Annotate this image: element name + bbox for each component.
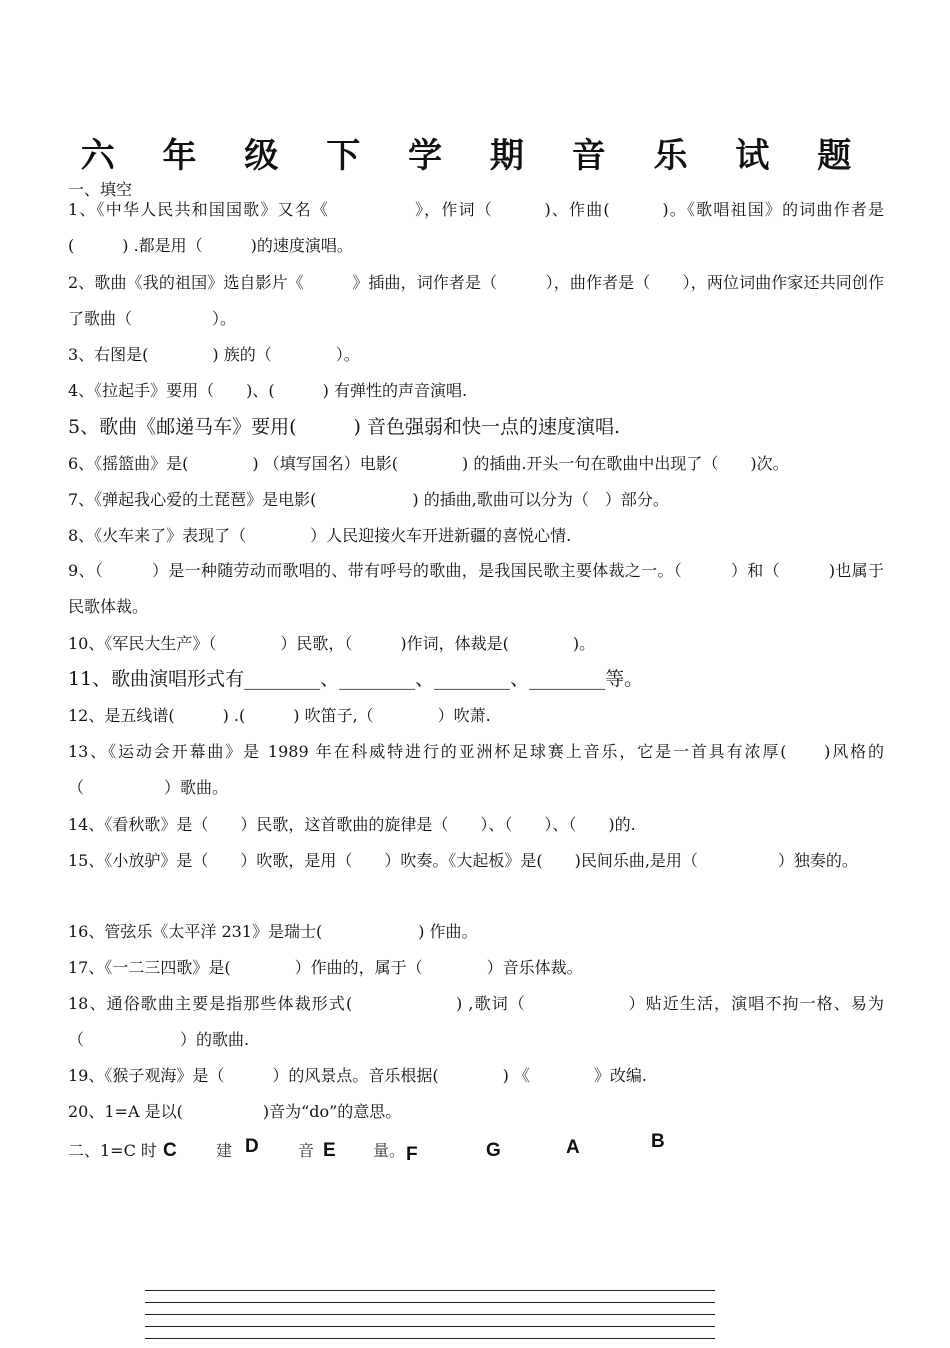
staff-line xyxy=(145,1326,715,1327)
text-fragment: 量。 xyxy=(373,1141,406,1160)
question-6: 6、《摇篮曲》是( ) （填写国名）电影( ) 的插曲.开头一句在歌曲中出现了（ )次。 xyxy=(68,454,789,473)
note-label: A xyxy=(566,1137,580,1158)
question-9: 9、（ ）是一种随劳动而歌唱的、带有呼号的歌曲，是我国民歌主要体裁之一。（ ）和（ )也属于民歌体裁。 xyxy=(68,561,884,616)
page-title: 六 年 级 下 学 期 音 乐 试 题 xyxy=(80,136,870,176)
text-fragment: 建 xyxy=(216,1141,233,1160)
staff-line xyxy=(145,1302,715,1303)
section-heading: 一、填空 xyxy=(68,180,133,199)
question-4: 4、《拉起手》要用（ )、( ) 有弹性的声音演唱. xyxy=(68,381,468,400)
question-18: 18、通俗歌曲主要是指那些体裁形式( ) ,歌词（ ）贴近生活，演唱不拘一格、易为（ ）的歌曲. xyxy=(68,994,884,1049)
question-19: 19、《猴子观海》是（ ）的风景点。音乐根据( ) 《 》改编. xyxy=(68,1066,648,1085)
question-5: 5、歌曲《邮递马车》要用( ) 音色强弱和快一点的速度演唱. xyxy=(68,416,620,438)
question-13: 13、《运动会开幕曲》是 1989 年在科威特进行的亚洲杯足球赛上音乐，它是一首具有浓厚( )风格的（ ）歌曲。 xyxy=(68,742,884,797)
staff-line xyxy=(145,1314,715,1315)
question-8: 8、《火车来了》表现了（ ）人民迎接火车开进新疆的喜悦心情. xyxy=(68,526,572,545)
question-10: 10、《军民大生产》（ ）民歌，（ )作词，体裁是( )。 xyxy=(68,634,596,653)
question-3: 3、右图是( ) 族的（ ）。 xyxy=(68,345,360,364)
question-20: 20、1=A 是以( )音为“do”的意思。 xyxy=(68,1102,402,1121)
question-7: 7、《弹起我心爱的土琵琶》是电影( ) 的插曲,歌曲可以分为（ ）部分。 xyxy=(68,490,669,509)
question-15: 15、《小放驴》是（ ）吹歌，是用（ ）吹奏。《大起板》是( )民间乐曲,是用（ ）独奏的。 xyxy=(68,851,858,870)
note-label: D xyxy=(245,1136,259,1157)
note-names-row xyxy=(68,1131,828,1174)
question-16: 16、管弦乐《太平洋 231》是瑞士( ) 作曲。 xyxy=(68,922,478,941)
note-label: E xyxy=(323,1140,336,1161)
question-11: 11、歌曲演唱形式有________、________、________、________等。 xyxy=(68,668,644,690)
note-label: F xyxy=(406,1144,418,1165)
staff-line xyxy=(145,1290,715,1291)
note-label: G xyxy=(486,1140,501,1161)
question-14: 14、《看秋歌》是（ ）民歌，这首歌曲的旋律是（ ）、（ ）、（ )的. xyxy=(68,815,636,834)
part2-lead: 二、1=C 时 xyxy=(68,1141,157,1160)
question-2: 2、歌曲《我的祖国》选自影片《 》插曲，词作者是（ ），曲作者是（ ），两位词曲作家还共同创作了歌曲（ ）。 xyxy=(68,273,884,328)
note-label: B xyxy=(651,1131,665,1152)
question-17: 17、《一二三四歌》是( ）作曲的，属于（ ）音乐体裁。 xyxy=(68,958,583,977)
note-label: C xyxy=(163,1140,177,1161)
music-staff xyxy=(145,1288,715,1348)
staff-line xyxy=(145,1338,715,1339)
text-fragment: 音 xyxy=(298,1141,315,1160)
question-12: 12、是五线谱( ) .( ) 吹笛子,（ ）吹萧. xyxy=(68,706,491,725)
question-1: 1、《中华人民共和国国歌》又名《 》，作词（ )、作曲( )。《歌唱祖国》的词曲作者是( ) .都是用（ )的速度演唱。 xyxy=(68,200,884,255)
